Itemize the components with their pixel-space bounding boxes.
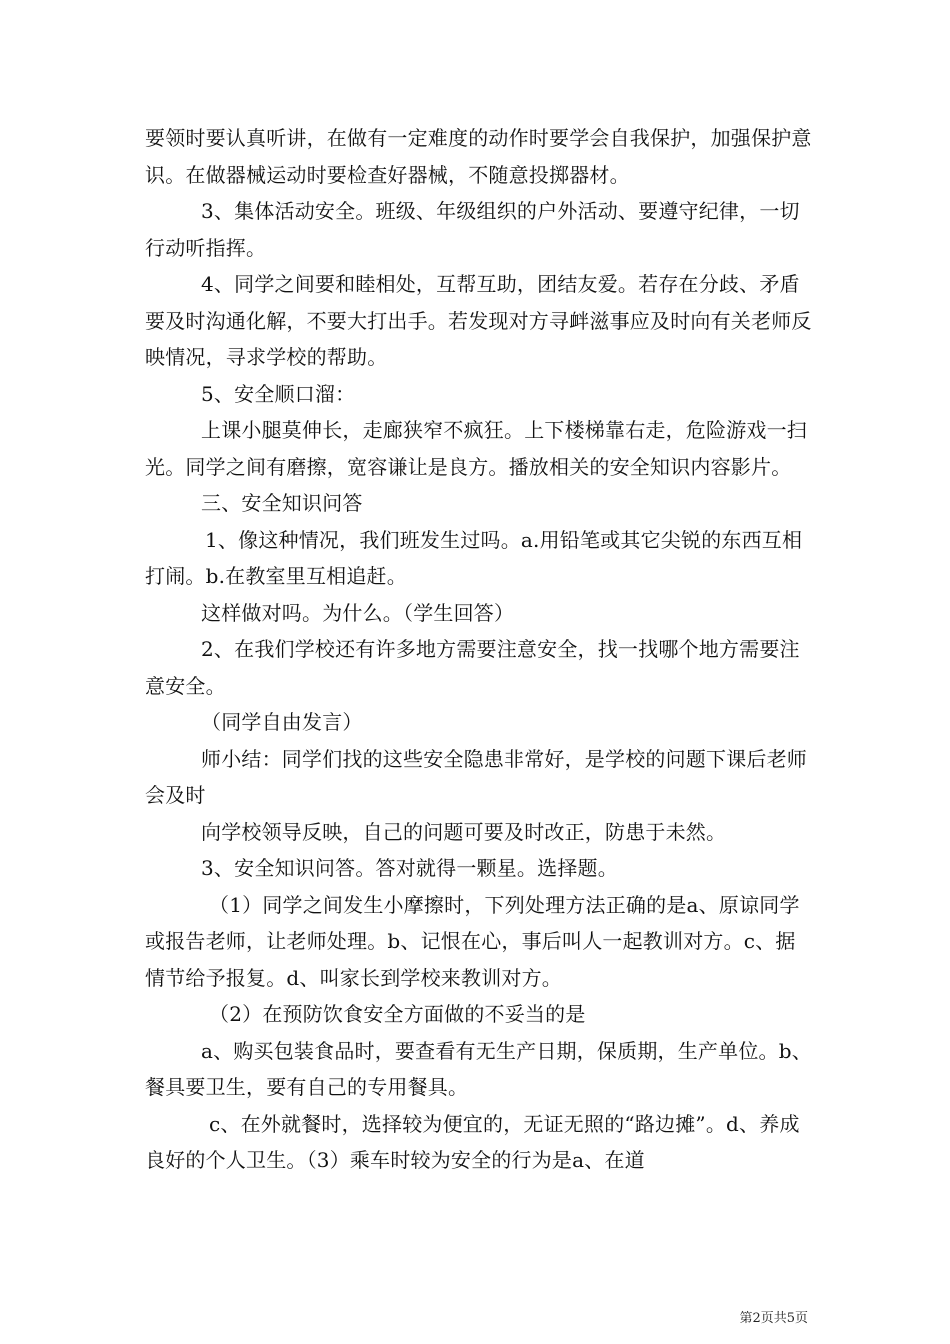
- paragraph-16: a、购买包装食品时，要查看有无生产日期，保质期，生产单位。b、餐具要卫生，要有自己的专用餐具。: [145, 1038, 812, 1099]
- paragraph-9: 2、在我们学校还有许多地方需要注意安全，找一找哪个地方需要注意安全。: [145, 637, 800, 698]
- paragraph-7: 1、像这种情况，我们班发生过吗。a.用铅笔或其它尖锐的东西互相打闹。b.在教室里互相追赶。: [145, 527, 803, 588]
- paragraph-17: c、在外就餐时，选择较为便宜的，无证无照的“路边摊”。d、养成良好的个人卫生。（3）乘车时较为安全的行为是a、在道: [145, 1111, 800, 1172]
- paragraph-15: （2）在预防饮食安全方面做的不妥当的是: [209, 1002, 586, 1026]
- paragraph-3: 4、同学之间要和睦相处，互帮互助，团结友爱。若存在分歧、矛盾要及时沟通化解，不要大打出手。若发现对方寻衅滋事应及时向有关老师反映情况，寻求学校的帮助。: [145, 272, 812, 369]
- paragraph-11: 师小结：同学们找的这些安全隐患非常好，是学校的问题下课后老师会及时: [145, 746, 807, 807]
- document-body: [145, 120, 815, 1179]
- paragraph-5: 上课小腿莫伸长，走廊狭窄不疯狂。上下楼梯靠右走，危险游戏一扫光。同学之间有磨擦，宽容谦让是良方。播放相关的安全知识内容影片。: [145, 418, 807, 479]
- paragraph-8: 这样做对吗。为什么。（学生回答）: [201, 600, 515, 625]
- paragraph-10: （同学自由发言）: [201, 710, 363, 734]
- paragraph-14: （1）同学之间发生小摩擦时，下列处理方法正确的是a、原谅同学或报告老师，让老师处理。b、记恨在心，事后叫人一起教训对方。c、据情节给予报复。d、叫家长到学校来教训对方。: [145, 892, 800, 990]
- page-number-footer: 第2页共5页: [739, 1311, 808, 1326]
- paragraph-1: 要领时要认真听讲，在做有一定难度的动作时要学会自我保护，加强保护意识。在做器械运动时要检查好器械，不随意投掷器材。: [145, 126, 812, 187]
- paragraph-13: 3、安全知识问答。答对就得一颗星。选择题。: [201, 856, 618, 880]
- section-heading-3: 三、安全知识问答: [201, 491, 363, 515]
- paragraph-2: 3、集体活动安全。班级、年级组织的户外活动、要遵守纪律，一切行动听指挥。: [145, 199, 800, 260]
- paragraph-12: 向学校领导反映，自己的问题可要及时改正，防患于未然。: [201, 819, 727, 844]
- paragraph-4: 5、安全顺口溜：: [201, 381, 356, 406]
